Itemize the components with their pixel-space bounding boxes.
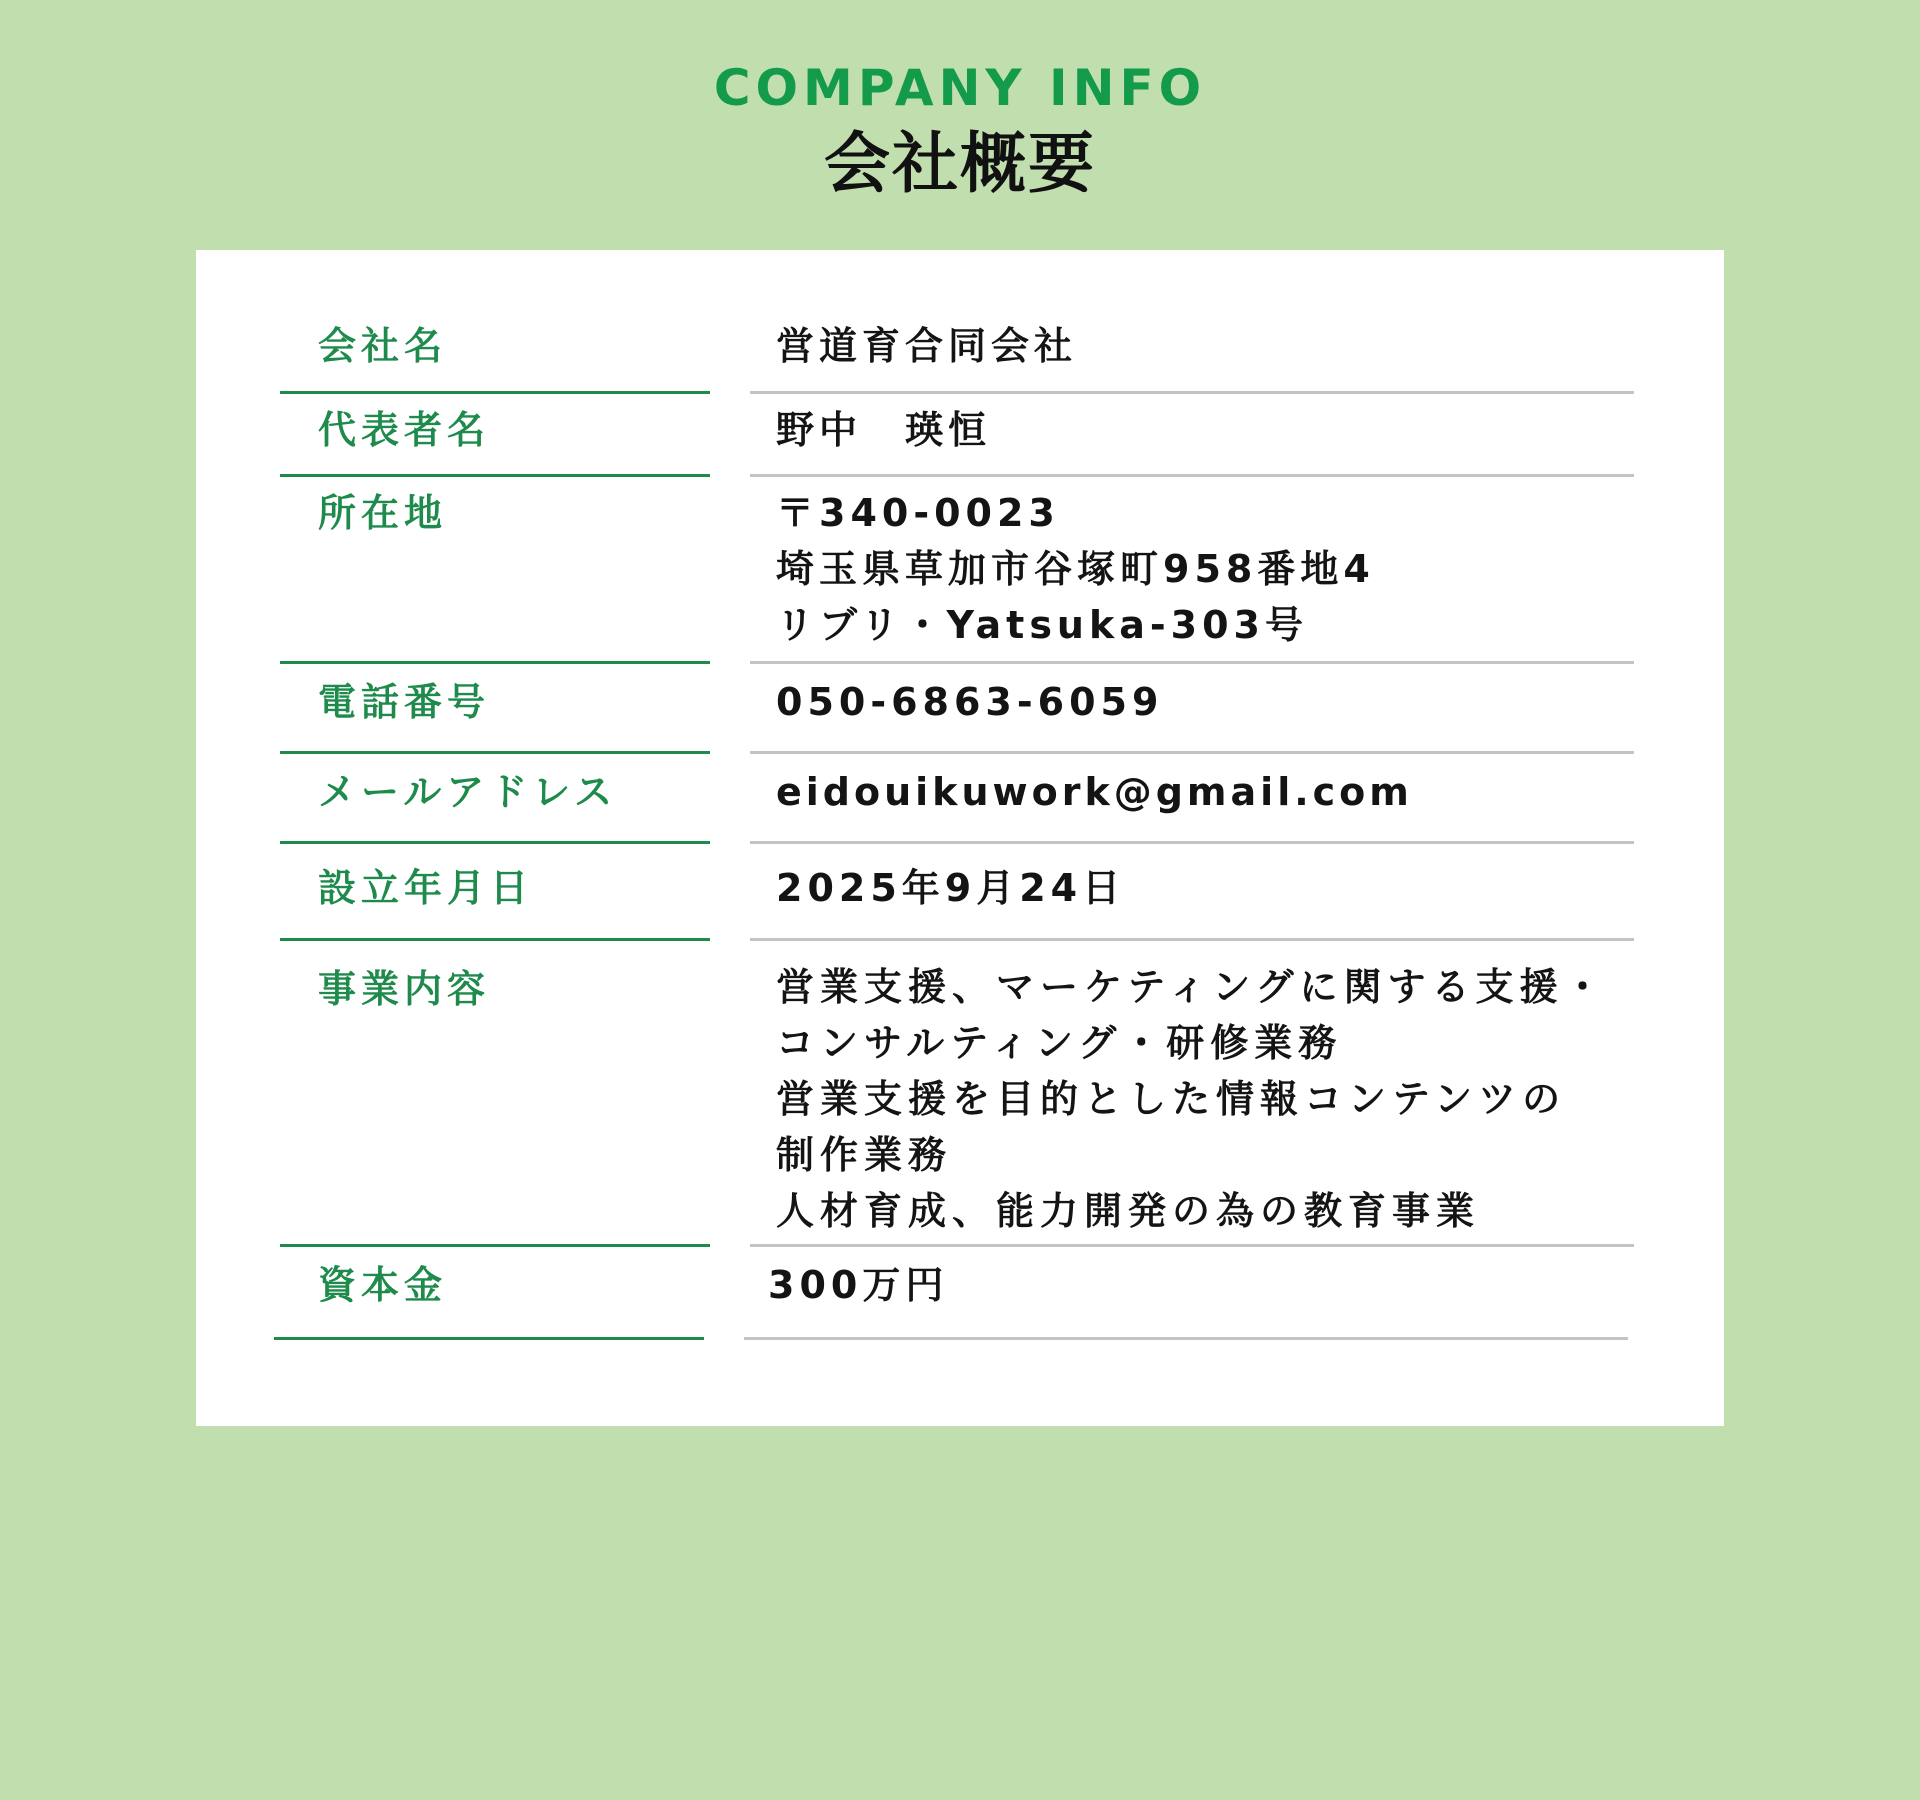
row-label: 会社名 (318, 324, 448, 368)
value-line: eidouikuwork@gmail.com (776, 770, 1413, 814)
value-line: 営道育合同会社 (776, 324, 1078, 368)
info-row-founded (280, 844, 1634, 941)
value-line: 2025年9月24日 (776, 866, 1126, 910)
label-cell (280, 941, 710, 1247)
row-value (776, 402, 991, 458)
row-label: 事業内容 (318, 967, 491, 1011)
info-row-address (280, 477, 1634, 664)
row-value (768, 1257, 948, 1313)
row-value (776, 959, 1607, 1239)
value-cell (750, 754, 1634, 844)
label-cell (274, 1247, 704, 1340)
info-row-phone (280, 664, 1634, 754)
value-line: リブリ・Yatsuka-303号 (776, 603, 1308, 647)
value-cell (750, 394, 1634, 477)
value-cell (750, 477, 1634, 664)
row-label: 資本金 (318, 1263, 448, 1307)
value-line: 営業支援、マーケティングに関する支援・ (776, 965, 1608, 1009)
page-heading (0, 56, 1920, 204)
value-line: 300万円 (768, 1263, 949, 1307)
label-cell (280, 394, 710, 477)
value-line: コンサルティング・研修業務 (776, 1021, 1343, 1065)
value-cell (750, 664, 1634, 754)
row-label: 設立年月日 (318, 866, 534, 910)
info-row-business (280, 941, 1634, 1247)
value-line: 野中 瑛恒 (776, 408, 992, 452)
row-value (776, 485, 1375, 653)
page-title: 会社概要 (824, 125, 1096, 202)
company-info-card (196, 250, 1724, 1426)
value-line: 埼玉県草加市谷塚町958番地4 (776, 547, 1375, 591)
value-cell (744, 1247, 1628, 1340)
value-cell (750, 941, 1634, 1247)
heading-english: COMPANY INFO (713, 59, 1207, 117)
value-line: 人材育成、能力開発の為の教育事業 (776, 1189, 1481, 1233)
row-value (776, 860, 1125, 916)
row-value (776, 764, 1413, 820)
label-cell (280, 477, 710, 664)
row-label: 所在地 (318, 491, 448, 535)
value-line: 制作業務 (776, 1133, 953, 1177)
row-label: 電話番号 (318, 680, 491, 724)
label-cell (280, 316, 710, 394)
value-cell (750, 316, 1634, 394)
info-row-email (280, 754, 1634, 844)
row-label: 代表者名 (318, 408, 491, 452)
info-row-capital (274, 1247, 1628, 1340)
row-label: メールアドレス (318, 770, 618, 814)
label-cell (280, 664, 710, 754)
row-value (776, 674, 1163, 730)
label-cell (280, 754, 710, 844)
label-cell (280, 844, 710, 941)
value-cell (750, 844, 1634, 941)
value-line: 営業支援を目的とした情報コンテンツの (776, 1077, 1567, 1121)
info-row-company-name (280, 316, 1634, 394)
value-line: 〒340-0023 (776, 491, 1060, 535)
value-line: 050-6863-6059 (776, 680, 1164, 724)
info-row-representative (280, 394, 1634, 477)
row-value (776, 318, 1077, 374)
